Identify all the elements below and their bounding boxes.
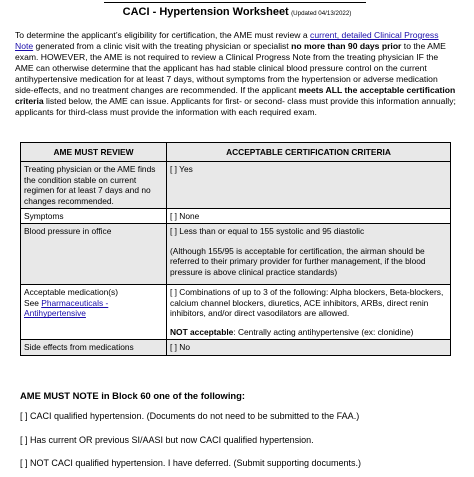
review-side-effects: Side effects from medications <box>21 340 167 355</box>
review-symptoms: Symptoms <box>21 209 167 224</box>
review-medications <box>21 285 167 340</box>
criteria-side-effects-no[interactable]: [ ] No <box>167 340 451 355</box>
review-blood-pressure: Blood pressure in office <box>21 224 167 285</box>
criteria-symptoms-none[interactable]: [ ] None <box>167 209 451 224</box>
not-acceptable-text: : Centrally acting antihypertensive (ex: clonidine) <box>233 326 414 337</box>
intro-text-3: to the AME exam. HOWEVER, the AME is not required to review a Clinical Progress Note from the treating physician IF the AME can otherwise determine that the applicant has had stable clinical blood pressure control on the current antihypertensive medication for at least 7 days, without symptoms from the hypertension or adverse medication side-effects, and no treatment changes are recommended. If the applicant <box>15 41 446 95</box>
pharmaceuticals-antihypertensive-link[interactable]: Pharmaceuticals - Antihypertensive <box>24 297 109 319</box>
header-ame-must-review: AME MUST REVIEW <box>21 143 167 162</box>
intro-text-1: To determine the applicant’s eligibility for certification, the AME must review a <box>15 30 311 40</box>
criteria-table <box>20 142 451 356</box>
criteria-medications <box>167 285 451 340</box>
criteria-bp-limit[interactable]: [ ] Less than or equal to 155 systolic and 95 diastolic <box>170 226 365 237</box>
review-medications-label: Acceptable medication(s) <box>24 287 119 298</box>
intro-bold-90-days: no more than 90 days prior <box>291 41 402 51</box>
not-acceptable-label: NOT acceptable <box>170 326 234 337</box>
review-stable-condition: Treating physician or the AME finds the condition stable on current regimen for at least 7 days and no changes recommended. <box>21 162 167 209</box>
updated-date: (Updated 04/13/2022) <box>291 10 352 17</box>
table-row <box>21 340 451 355</box>
header-rule <box>104 2 366 3</box>
criteria-blood-pressure <box>167 224 451 285</box>
option-not-qualified-deferred[interactable]: [ ] NOT CACI qualified hypertension. I have deferred. (Submit supporting documents.) <box>20 458 362 468</box>
option-caci-qualified[interactable]: [ ] CACI qualified hypertension. (Documents do not need to be submitted to the FAA.) <box>20 411 360 421</box>
block-60-note-title: AME MUST NOTE in Block 60 one of the following: <box>20 390 245 401</box>
criteria-bp-note: (Although 155/95 is acceptable for certification, the airman should be referred to their primary provider for further management, if the blood pressure is above clinical practice standards) <box>170 245 426 277</box>
intro-bold-criteria: meets ALL the acceptable certification criteria <box>15 85 456 106</box>
review-medications-see <box>24 298 163 319</box>
criteria-med-combinations[interactable]: [ ] Combinations of up to 3 of the following: Alpha blockers, Beta-blockers, calcium channel blockers, diuretics, ACE inhibitors, ARBs, direct renin inhibitors, and/or direct vasodilators are allowed. <box>170 287 444 319</box>
page-title: CACI - Hypertension Worksheet <box>122 6 289 18</box>
header-acceptable-criteria: ACCEPTABLE CERTIFICATION CRITERIA <box>167 143 451 162</box>
criteria-stable-yes[interactable]: [ ] Yes <box>167 162 451 209</box>
table-row <box>21 285 451 340</box>
clinical-progress-note-link[interactable]: current, detailed Clinical Progress Note <box>15 30 439 51</box>
intro-paragraph <box>15 30 457 118</box>
criteria-med-not-acceptable <box>170 327 447 337</box>
worksheet-title <box>0 6 474 18</box>
table-row <box>21 224 451 285</box>
intro-text-4: listed below, the AME can issue. Applicants for first- or second- class must provide this information annually; applicants for third-class must provide the information with each required exam. <box>15 96 456 117</box>
table-header-row <box>21 143 451 162</box>
see-text: See <box>24 297 42 308</box>
table-row <box>21 209 451 224</box>
table-row <box>21 162 451 209</box>
option-si-aasi-qualified[interactable]: [ ] Has current OR previous SI/AASI but now CACI qualified hypertension. <box>20 435 314 445</box>
intro-text-2: generated from a clinic visit with the treating physician or specialist <box>33 41 292 51</box>
